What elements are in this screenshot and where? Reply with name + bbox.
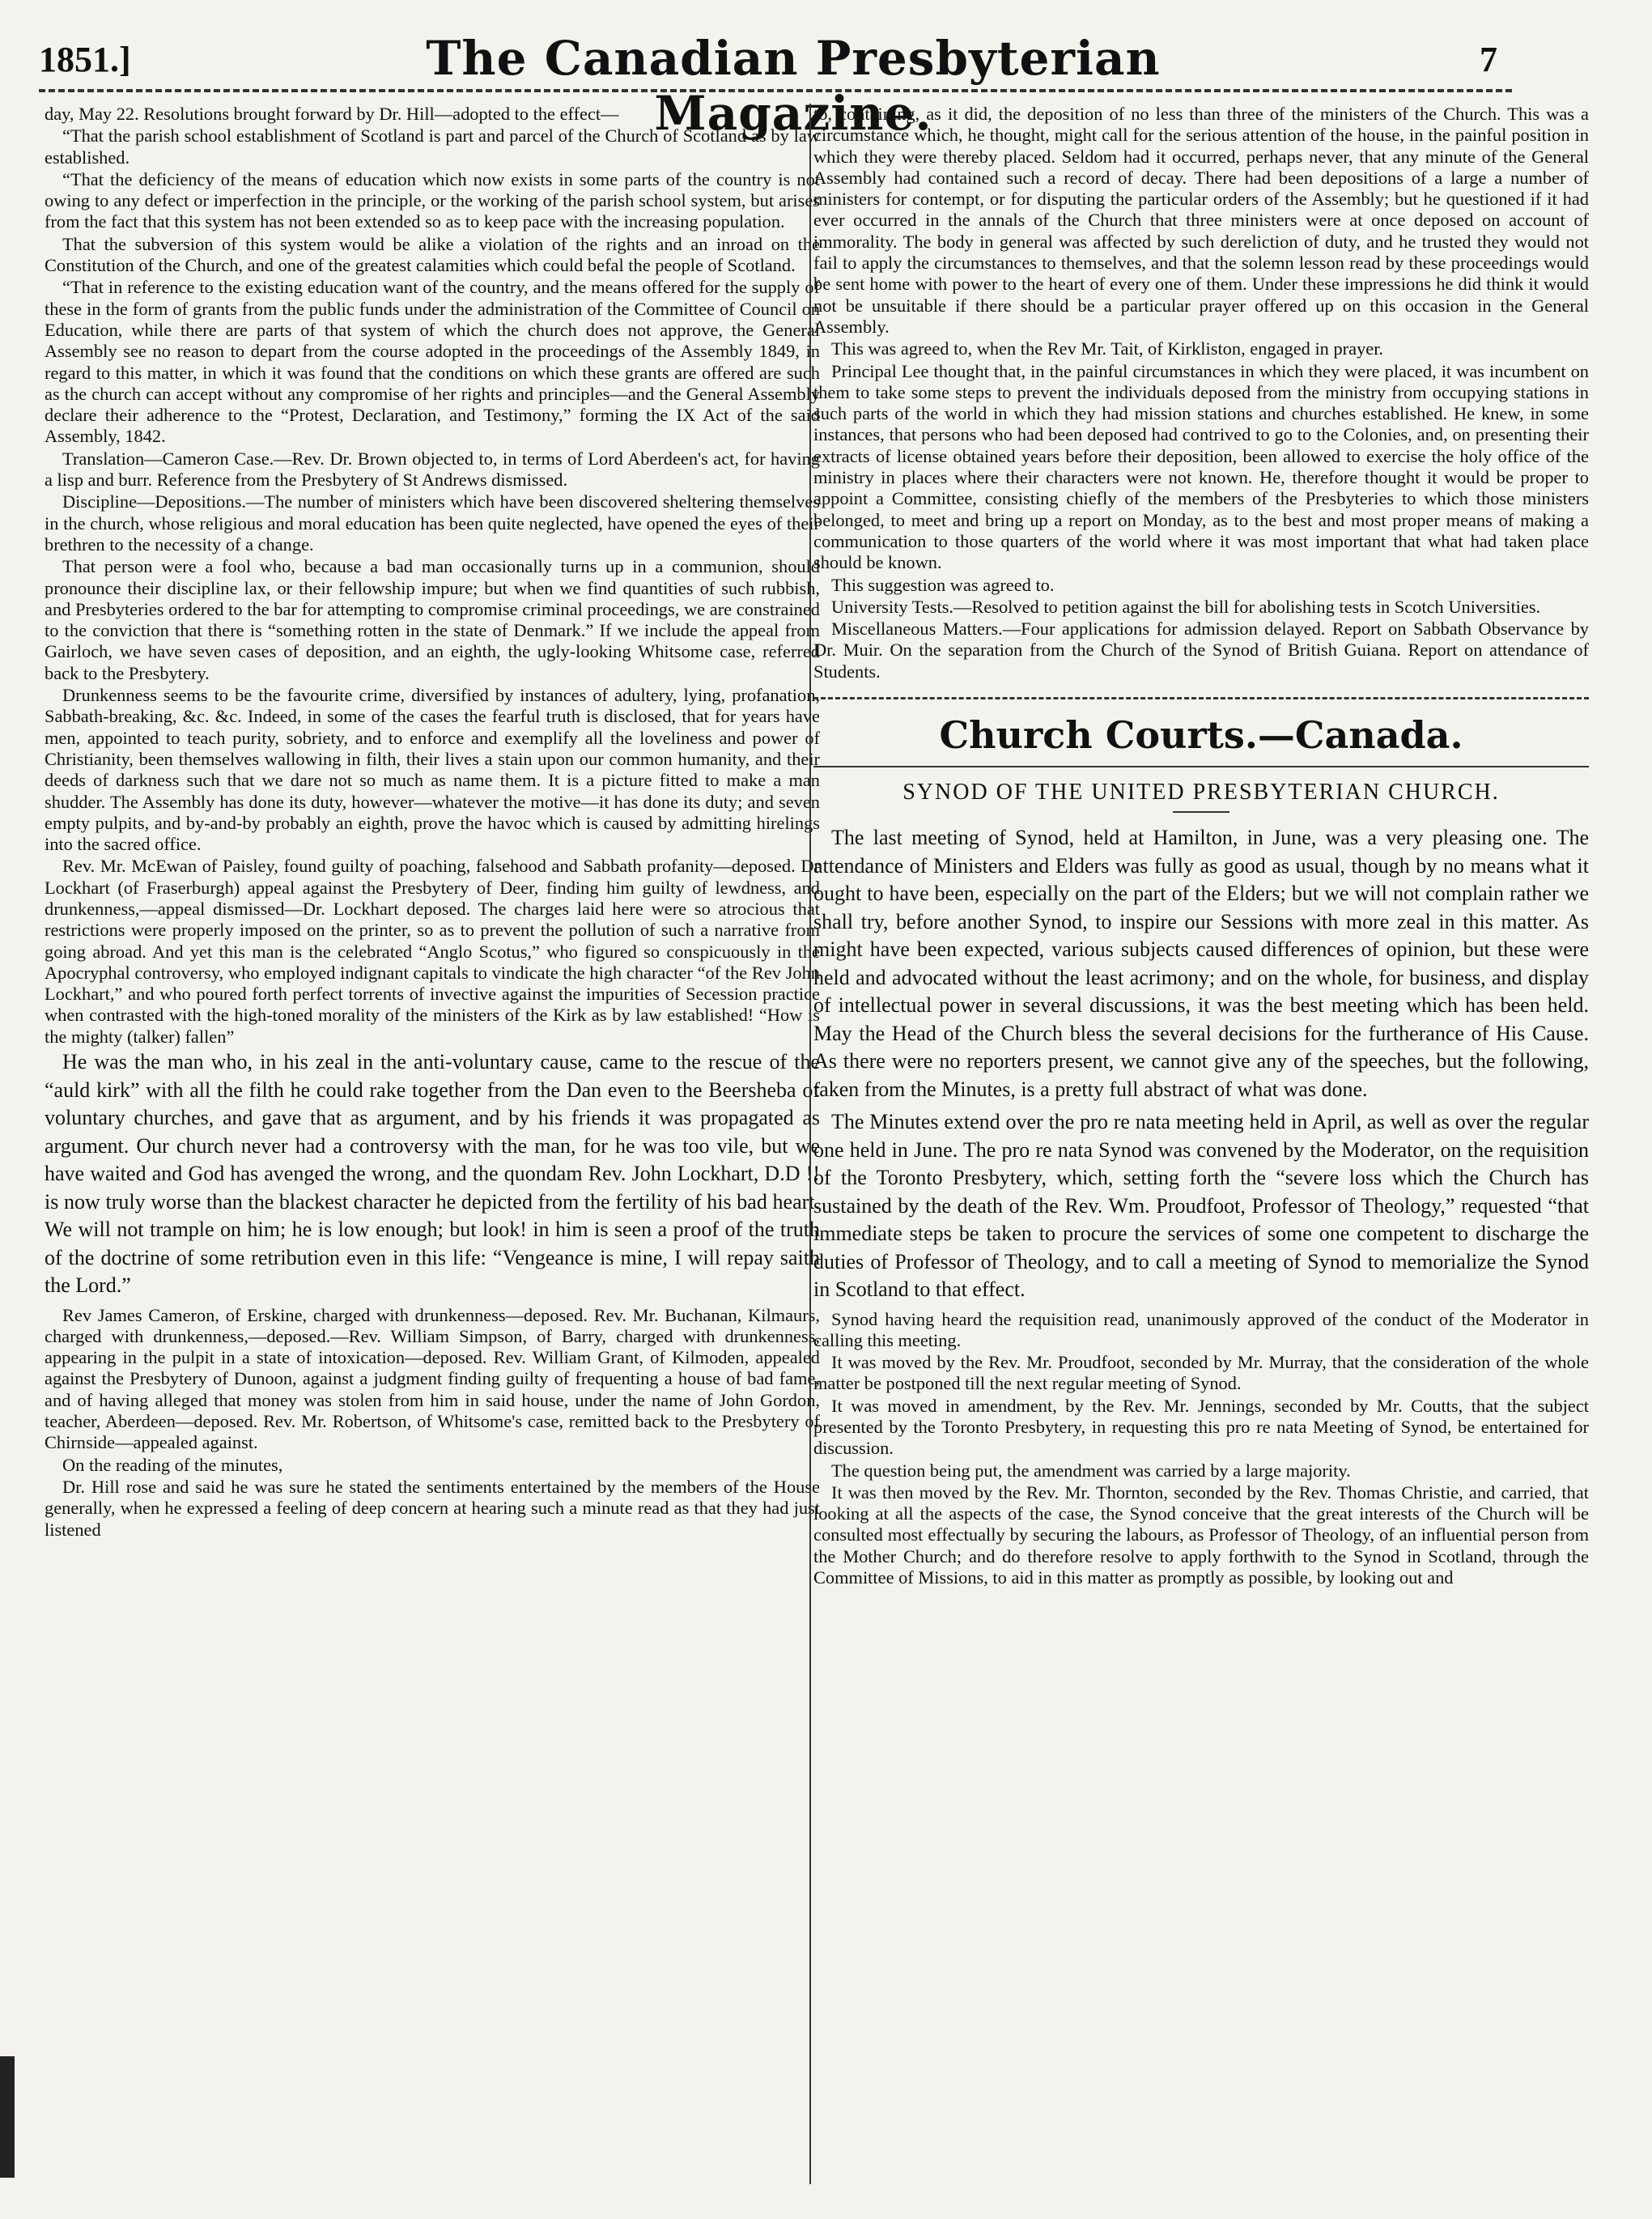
paragraph: “That the deficiency of the means of education which now exists in some parts of the country is not owing to any defect or imperfection in the principle, or the working of the parish school system, but arises from the fact that this system has not been extended so as to keep pace with the increasing population. [45, 168, 820, 232]
editorial-block [45, 1048, 820, 1300]
paragraph: “That in reference to the existing education want of the country, and the means offered for the supply of these in the form of grants from the public funds under the administration of the Committee of Council on Education, while there are parts of that system of which the church does not approve, the General Assembly see no reason to depart from the course adopted in the proceedings of the Assembly 1849, in regard to this matter, in which it was found that the conditions on which these grants are offered are such as the church can accept without any compromise of her rights and principles—and the General Assembly declare their adherence to the “Protest, Declaration, and Testimony,” forming the IX Act of the said Assembly, 1842. [45, 277, 820, 447]
section-rule [813, 697, 1589, 699]
section-underline [813, 766, 1589, 767]
paragraph: It was moved by the Rev. Mr. Proudfoot, seconded by Mr. Murray, that the consideration of the whole matter be postponed till the next regular meeting of Synod. [813, 1352, 1589, 1394]
paragraph: to, containing, as it did, the deposition of no less than three of the ministers of the Church. This was a circumstance which, he thought, might call for the serious attention of the house, in the painful position in which they were thereby placed. Seldom had it occurred, perhaps never, that any minute of the General Assembly had contained such a record of decay. There had been depositions of a large a number of ministers for contempt, or for disputing the particular orders of the Assembly; but he questioned if it had ever occurred in the annals of the Church that three ministers were at once deposed on account of immorality. The body in general was affected by such dereliction of duty, and he trusted they would not fail to apply the circumstances to themselves, and that the solemn lesson read by these proceedings would be sent home with power to the heart of every one of them. Under these impressions he did think it would not be unsuitable if there should be a particular prayer offered up on this occasion in the General Assembly. [813, 104, 1589, 337]
left-column [45, 104, 820, 2188]
masthead-title: The Canadian Presbyterian Magazine. [426, 31, 1161, 141]
paragraph: It was moved in amendment, by the Rev. Mr. Jennings, seconded by Mr. Coutts, that the subject presented by the Toronto Presbytery, in requesting this pro re nata Meeting of Synod, be entertained for discussion. [813, 1395, 1589, 1459]
paragraph: Discipline—Depositions.—The number of ministers which have been discovered sheltering themselves in the church, whose religious and moral education has been quite neglected, have opened the eyes of their brethren to the necessity of a change. [45, 491, 820, 555]
synod-report-block [813, 824, 1589, 1304]
right-column [813, 104, 1589, 2188]
paragraph: It was then moved by the Rev. Mr. Thornton, seconded by the Rev. Thomas Christie, and carried, that looking at all the aspects of the case, the Synod conceive that the great interests of the Church will be consulted most effectually by securing the labours, as Professor of Theology, of an influential person from the Mother Church; and do therefore resolve to apply forthwith to the Synod in Scotland, through the Committee of Missions, to aid in this matter as promptly as possible, by looking out and [813, 1481, 1589, 1588]
paragraph: Rev. Mr. McEwan of Paisley, found guilty of poaching, falsehood and Sabbath profanity—deposed. Dr Lockhart (of Fraserburgh) appeal against the Presbytery of Deer, finding him guilty of lewdness, and drunkenness,—appeal dismissed—Dr. Lockhart deposed. The charges laid here were so atrocious that restrictions were properly imposed on the printer, so as to prevent the pollution of such a narrative from going abroad. And yet this man is the celebrated “Anglo Scotus,” who figured so conspicuously in the Apocryphal controversy, who employed indignant capitals to vindicate the high character “of the Rev John Lockhart,” and who poured forth perfect torrents of invective against the impurities of Secession practice when contrasted with the high-toned morality of the ministers of the Kirk as by law established! “How is the mighty (talker) fallen” [45, 856, 820, 1047]
paragraph: The question being put, the amendment was carried by a large majority. [831, 1460, 1351, 1481]
section-title: Church Courts.—Canada. [939, 713, 1463, 758]
column-divider [809, 104, 811, 2184]
paragraph: Rev James Cameron, of Erskine, charged with drunkenness—deposed. Rev. Mr. Buchanan, Kilmaurs, charged with drunkenness,—deposed.—Rev. William Simpson, of Barry, charged with drunkenness, appearing in the pulpit in a state of intoxication—deposed. Rev. William Grant, of Kilmoden, appealed against the Presbytery of Dunoon, against a judgment finding guilty of frequenting a house of bad fame, and of having alleged that money was stolen from him in said house, under the name of John Gordon, teacher, Aberdeen—deposed. Rev. Mr. Robertson, of Whitsome's case, remitted back to the Presbytery of Chirnside—appealed against. [45, 1304, 820, 1453]
paragraph: University Tests.—Resolved to petition against the bill for abolishing tests in Scotch Universities. [831, 596, 1541, 617]
paragraph: Miscellaneous Matters.—Four applications for admission delayed. Report on Sabbath Observance by Dr. Muir. On the separation from the Church of the Synod of British Guiana. Report on attendance of Students. [813, 619, 1589, 682]
subsection-rule [1173, 811, 1229, 813]
paragraph: This suggestion was agreed to. [831, 574, 1055, 595]
paragraph: Synod having heard the requisition read, unanimously approved of the conduct of the Moderator in calling this meeting. [813, 1308, 1589, 1350]
paragraph: That person were a fool who, because a bad man occasionally turns up in a communion, should pronounce their discipline lax, or their fellowship impure; but when we find quantities of such rubbish, and Presbyteries ordered to the bar for attempting to compromise criminal proceedings, we are constrained to the conviction that there is “something rotten in the state of Denmark.” If we include the appeal from Gairloch, we have seven cases of deposition, and an eighth, the ugly-looking Whitsome case, referred back to the Presbytery. [45, 556, 820, 683]
scan-edge-mark [0, 2056, 15, 2178]
page-number: 7 [1480, 40, 1497, 79]
paragraph: “That the parish school establishment of Scotland is part and parcel of the Church of Scotland as by law established. [45, 125, 820, 168]
paragraph: day, May 22. Resolutions brought forward by Dr. Hill—adopted to the effect— [45, 104, 619, 124]
paragraph: That the subversion of this system would be alike a violation of the rights and an inroad on the Constitution of the Church, and one of the greatest calamities which could befal the people of Scotland. [45, 233, 820, 276]
paragraph: Drunkenness seems to be the favourite crime, diversified by instances of adultery, lying, profanation, Sabbath-breaking, &c. &c. Indeed, in some of the cases the fearful truth is disclosed, that for years have men, appointed to teach purity, sobriety, and to enforce and exemplify all the loveliness and power of Christianity, been themselves wallowing in filth, their lives a stain upon our common humanity, and their deeds of darkness such that we dare not so much as name them. It is a picture fitted to make a man shudder. The Assembly has done its duty, however—whatever the motive—it has done its duty; and seven empty pulpits, and by-and-by probably an eighth, prove the havoc which is caused by admitting hirelings into the sacred office. [45, 685, 820, 855]
subsection-title: SYNOD OF THE UNITED PRESBYTERIAN CHURCH. [902, 780, 1500, 806]
paragraph: On the reading of the minutes, [62, 1454, 283, 1475]
paragraph: This was agreed to, when the Rev Mr. Tait, of Kirkliston, engaged in prayer. [831, 338, 1384, 359]
paragraph: He was the man who, in his zeal in the anti-voluntary cause, came to the rescue of the “auld kirk” with all the filth he could rake together from the Dan even to the Beersheba of voluntary churches, and gave that as argument, and by his friends it was propagated as argument. Our church never had a controversy with the man, for he was too vile, but we have waited and God has avenged the wrong, and the quondam Rev. John Lockhart, D.D !! is now truly worse than the blackest character he depicted from the fertility of his bad heart. We will not trample on him; he is low enough; but look! in him is seen a proof of the truth of the doctrine of some retribution even in this life: “Vengeance is mine, I will repay saith the Lord.” [45, 1050, 820, 1298]
paragraph: The Minutes extend over the pro re nata meeting held in April, as well as over the regular one held in June. The pro re nata Synod was convened by the Moderator, on the requisition of the Toronto Presbytery, which, setting forth the “severe loss which the Church has sustained by the death of the Rev. Wm. Proudfoot, Professor of Theology,” requested “that immediate steps be taken to procure the services of some one competent to discharge the duties of Professor of Theology, and to call a meeting of Synod to memorialize the Synod in Scotland to that effect. [813, 1110, 1589, 1302]
paragraph: Translation—Cameron Case.—Rev. Dr. Brown objected to, in terms of Lord Aberdeen's act, for having a lisp and burr. Reference from the Presbytery of St Andrews dismissed. [45, 448, 820, 491]
paragraph: Dr. Hill rose and said he was sure he stated the sentiments entertained by the members of the House generally, when he expressed a feeling of deep concern at hearing such a minute read as that they had just listened [45, 1476, 820, 1540]
header-rule [39, 89, 1512, 92]
paragraph: Principal Lee thought that, in the painful circumstances in which they were placed, it was incumbent on them to take some steps to prevent the individuals deposed from the ministry from occupying stations in such parts of the world in which they had mission stations and churches established. He knew, in some instances, that persons who had been deposed had contrived to go to the Colonies, and, on presenting their extracts of license obtained years before their deposition, been allowed to exercise the holy office of the ministry in places where their characters were not known. He, therefore thought it would be proper to appoint a Committee, consisting chiefly of the members of the Presbyteries to which those ministers belonged, to meet and bring up a report on Monday, as to the best and most proper means of making a communication to those quarters of the world where it was most important that what had taken place should be known. [813, 360, 1589, 573]
paragraph: The last meeting of Synod, held at Hamilton, in June, was a very pleasing one. The attendance of Ministers and Elders was fully as good as usual, though by no means what it ought to have been, especially on the part of the Elders; but we will not complain rather we shall try, before another Synod, to inspire our Sessions with more zeal in this matter. As might have been expected, various subjects caused differences of opinion, but these were held and advocated without the least acrimony; and on the whole, for business, and display of intellectual power in several discussions, it was the best meeting which has been held. May the Head of the Church bless the several decisions for the furtherance of His Cause. As there were no reporters present, we cannot give any of the speeches, but the following, taken from the Minutes, is a pretty full abstract of what was done. [813, 826, 1589, 1101]
header-year: 1851.] [39, 40, 131, 79]
